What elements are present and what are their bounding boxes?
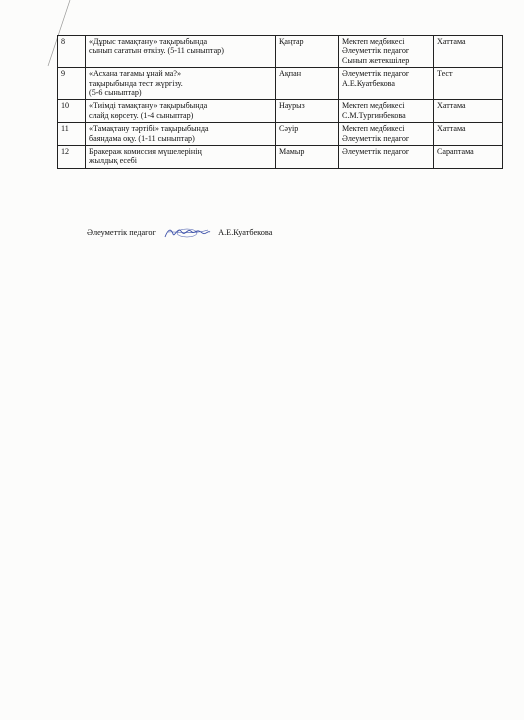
responsible-cell xyxy=(339,36,434,68)
month-cell: Мамыр xyxy=(276,146,339,169)
form-cell: Хаттама xyxy=(434,123,503,146)
event-line: Бракераж комиссия мүшелерінің xyxy=(89,147,202,157)
event-line: жылдық есебі xyxy=(89,156,138,166)
signature-block xyxy=(87,226,272,240)
table-row xyxy=(58,123,503,146)
month-cell: Ақпан xyxy=(276,68,339,100)
row-number: 10 xyxy=(58,100,86,123)
responsible-cell xyxy=(339,68,434,100)
signatory-name: А.Е.Куатбекова xyxy=(218,228,273,237)
form-cell: Тест xyxy=(434,68,503,100)
event-cell xyxy=(86,123,276,146)
table-row xyxy=(58,146,503,169)
responsible-line: Әлеуметтік педагог xyxy=(342,147,410,157)
form-cell: Сараптама xyxy=(434,146,503,169)
responsible-cell xyxy=(339,100,434,123)
month-cell: Сәуір xyxy=(276,123,339,146)
form-cell: Хаттама xyxy=(434,36,503,68)
event-line: «Асхана тағамы ұнай ма?» xyxy=(89,69,182,79)
event-line: «Дұрыс тамақтану» тақырыбында xyxy=(89,37,208,46)
month-cell: Наурыз xyxy=(276,100,339,123)
responsible-line: Мектеп медбикесі xyxy=(342,101,405,111)
responsible-line: Мектеп медбикесі xyxy=(342,37,405,46)
event-line: «Тиімді тамақтану» тақырыбында xyxy=(89,101,208,111)
responsible-line: С.М.Тургинбекова xyxy=(342,110,406,120)
responsible-line: Әлеуметтік педагог xyxy=(342,69,410,79)
event-cell xyxy=(86,146,276,169)
responsible-cell xyxy=(339,123,434,146)
signatory-title: Әлеуметтік педагог xyxy=(87,228,156,237)
table-row xyxy=(58,100,503,123)
row-number: 11 xyxy=(58,123,86,146)
table-row xyxy=(58,68,503,100)
responsible-cell xyxy=(339,146,434,169)
events-table xyxy=(57,35,503,169)
month-cell: Қаңтар xyxy=(276,36,339,68)
responsible-line: Сынып жетекшілер xyxy=(342,55,410,65)
event-line: слайд көрсету. (1-4 сыныптар) xyxy=(89,110,194,120)
event-cell xyxy=(86,100,276,123)
event-cell xyxy=(86,68,276,100)
event-line: баяндама оқу. (1-11 сыныптар) xyxy=(89,133,195,143)
responsible-line: Әлеуметтік педагог xyxy=(342,46,410,56)
table-row xyxy=(58,36,503,68)
row-number: 12 xyxy=(58,146,86,169)
row-number: 9 xyxy=(58,68,86,100)
event-line: «Тамақтану тәртібі» тақырыбында xyxy=(89,124,209,134)
event-line: сынып сағатын өткізу. (5-11 сыныптар) xyxy=(89,46,224,56)
responsible-line: А.Е.Куатбекова xyxy=(342,78,395,88)
row-number: 8 xyxy=(58,36,86,68)
event-line: тақырыбында тест жүргізу. xyxy=(89,78,183,88)
event-cell xyxy=(86,36,276,68)
responsible-line: Мектеп медбикесі xyxy=(342,124,405,134)
handwritten-signature-image xyxy=(162,226,212,240)
event-line: (5-6 сыныптар) xyxy=(89,88,142,98)
responsible-line: Әлеуметтік педагог xyxy=(342,133,410,143)
form-cell: Хаттама xyxy=(434,100,503,123)
